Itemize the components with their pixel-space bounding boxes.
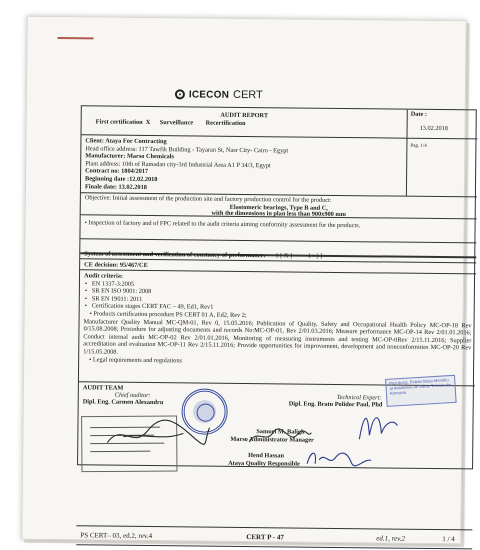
chief-signature — [103, 413, 213, 454]
team-title: AUDIT TEAM — [82, 384, 124, 392]
objective-line: Objective: Initial assessment of the production site and factory production control for the product: — [84, 194, 332, 204]
beginning-date: Beginning date :12.02.2018 — [85, 175, 158, 184]
objective-product: Elastomeric bearings, Type B and C, — [229, 203, 328, 212]
system-label: System of assessment and verification of constancy of performance: — [84, 250, 266, 260]
inspection-text: • Inspection of factory and of FPC related to the audit criteria aiming conformity assessment for the products. — [84, 219, 361, 230]
report-title: AUDIT REPORT — [220, 111, 269, 120]
head-office: Head office address: 117 Tawfik Building - Tayaran St, Nasr City- Cairo - Egypt — [85, 144, 289, 155]
criteria-item: • SR EN 19011: 2011 — [84, 295, 472, 307]
page-label: Pag. 1/4 — [410, 143, 427, 149]
resp-role: Ataya Quality Responsible — [228, 459, 300, 468]
criteria-legal: • Legal requirements and regulations — [89, 355, 182, 364]
date-cell — [407, 110, 477, 139]
finale-date: Finale date: 13.02.2018 — [84, 182, 147, 191]
page-footer — [76, 525, 472, 549]
logo — [175, 88, 263, 101]
plant-address: Plant address: 10th of Ramadan city-3rd Industrial Area A1 P 34/3, Egypt — [85, 160, 271, 170]
expert-stamp-text: Prof.dr.ing. Polidor Bratu Membru al Academiei de Stiinte Tehnice din Romania — [389, 377, 452, 396]
logo-suffix: CERT — [232, 88, 263, 102]
chief-label: Chief auditor: — [114, 391, 151, 400]
manager-signature — [245, 424, 315, 449]
resp-signature — [303, 448, 375, 471]
expert-signature — [353, 405, 403, 446]
system-of-assessment — [80, 238, 476, 258]
client-name: Client: Ataya For Contracting — [85, 137, 167, 146]
criteria-list — [84, 280, 472, 314]
contract-no: Contract no: 1804/2017 — [85, 167, 149, 176]
criteria-item: • SR EN ISO 9001: 2008 — [84, 288, 472, 300]
footer-left: PS CERT– 03, ed.2, rev.4 — [80, 531, 153, 541]
expert-label: Technical Expert: — [336, 393, 382, 402]
client-info — [81, 134, 408, 195]
criteria-item: • EN 1337-3:2005 — [84, 280, 472, 292]
criteria-item: • Certification stages CERT FAC – 49, Ed1, Rev1 — [84, 303, 472, 315]
objective-dimensions: with the dimensions in plan less than 900x900 mm — [211, 209, 346, 219]
manager-name: Samuel M. Baligh — [256, 428, 305, 436]
system-option-2: 1+ [ ] — [308, 252, 323, 260]
chief-name: Dipl. Eng. Carmen Alexandru — [82, 398, 164, 407]
criteria-title: Audit criteria: — [83, 272, 124, 280]
paper-sheet — [21, 16, 472, 545]
date-value: 13.02.2018 — [419, 124, 448, 132]
report-types: First certification X Surveillance Recertification — [95, 118, 246, 127]
system-option-1: 1 [ X ] — [275, 252, 293, 260]
ce-decision-text: CE decision: 95/467/CE — [84, 261, 148, 269]
date-label: Date : — [410, 110, 428, 118]
footer-right: ed.1, rev.2 — [376, 534, 406, 543]
expert-name: Dipl. Eng. Bratu Polidor Paul, Phd — [288, 400, 383, 409]
criteria-paragraph: Manufacturer Quality Manual MC-QM-01, Rev 0, 15.05.2016; Publication of Quality, Safety and Occupational Health Policy MC-OP-18 Rev 0/15.08.2008; Procedure for adjusting documents and records No:MC-OP-01, Rev 2/01.03.2016; Measure performance MC-OP-14 Rev 2/01.01.2016; Conduct internal audit MC-OP-02 Rev 2/01.01.2016, Monitoring of measuring instruments and testing MC-OP-0Rev 2/15.11.2016; Supplier accreditation and evaluation MC-OP-11 Rev 2/15.11.2016; Provide opportunities for improvement, development and nonconformities MC-OP-20 Rev 1/15.05.2008. — [83, 317, 472, 356]
expert-stamp — [385, 375, 457, 407]
manager-role: Marso Administrator Manager — [230, 435, 314, 444]
footer-center: CERT P - 47 — [246, 533, 284, 542]
resp-name: Hend Hassan — [248, 452, 285, 460]
logo-icon — [175, 89, 185, 99]
page-cell — [407, 138, 478, 197]
logo-brand: ICECON — [188, 88, 230, 101]
manufacturer: Manufacturer: Marso Chemicals — [85, 152, 175, 161]
footer-page: 1 / 4 — [442, 535, 455, 544]
report-header — [82, 106, 408, 137]
pen-mark — [58, 37, 94, 39]
criteria-procedures: • Products certification procedure PS CERT 01 A, Ed2, Rev 2; — [89, 310, 247, 319]
audit-criteria — [79, 269, 476, 385]
